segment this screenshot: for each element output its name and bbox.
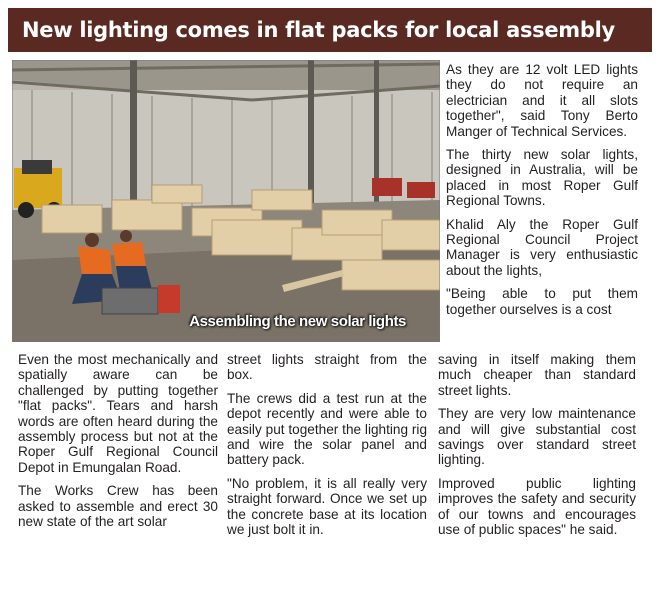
column-3 (438, 352, 636, 545)
photo-caption: Assembling the new solar lights (189, 313, 406, 330)
paragraph: The Works Crew has been asked to assemble and erect 30 new state of the art solar (18, 483, 218, 530)
paragraph: "Being able to put them together ourselves is a cost (446, 286, 638, 317)
headline-banner (8, 8, 652, 52)
right-column (446, 62, 638, 325)
paragraph: Improved public lighting improves the safety and security of our towns and encourages use of public spaces" he said. (438, 475, 636, 538)
paragraph: They are very low maintenance and will give substantial cost savings over standard street lighting. (438, 406, 636, 468)
paragraph: Khalid Aly the Roper Gulf Regional Council Project Manager is very enthusiastic about the lights, (446, 216, 638, 278)
paragraph: Even the most mechanically and spatially aware can be challenged by putting together "flat packs". Tears and harsh words are often heard during the assembly process but not at the Roper Gulf Regional Council Depot in Emungalan Road. (18, 352, 218, 475)
paragraph: As they are 12 volt LED lights they do not require an electrician and it all slots together", said Tony Berto Manger of Technical Services. (446, 62, 638, 139)
paragraph: street lights straight from the box. (227, 352, 427, 383)
paragraph: "No problem, it is all really very straight forward. Once we set up the concrete base at its location we just bolt it in. (227, 475, 427, 538)
warehouse-image (12, 60, 440, 342)
column-2 (227, 352, 427, 545)
paragraph: The thirty new solar lights, designed in Australia, will be placed in most Roper Gulf Regional Towns. (446, 147, 638, 209)
article-photo (12, 60, 440, 342)
column-1 (18, 352, 218, 537)
paragraph: saving in itself making them much cheaper than standard street lights. (438, 352, 636, 398)
headline: New lighting comes in flat packs for local assembly (22, 18, 615, 42)
paragraph: The crews did a test run at the depot recently and were able to easily put together the lighting rig and wire the solar panel and battery pack. (227, 390, 427, 468)
